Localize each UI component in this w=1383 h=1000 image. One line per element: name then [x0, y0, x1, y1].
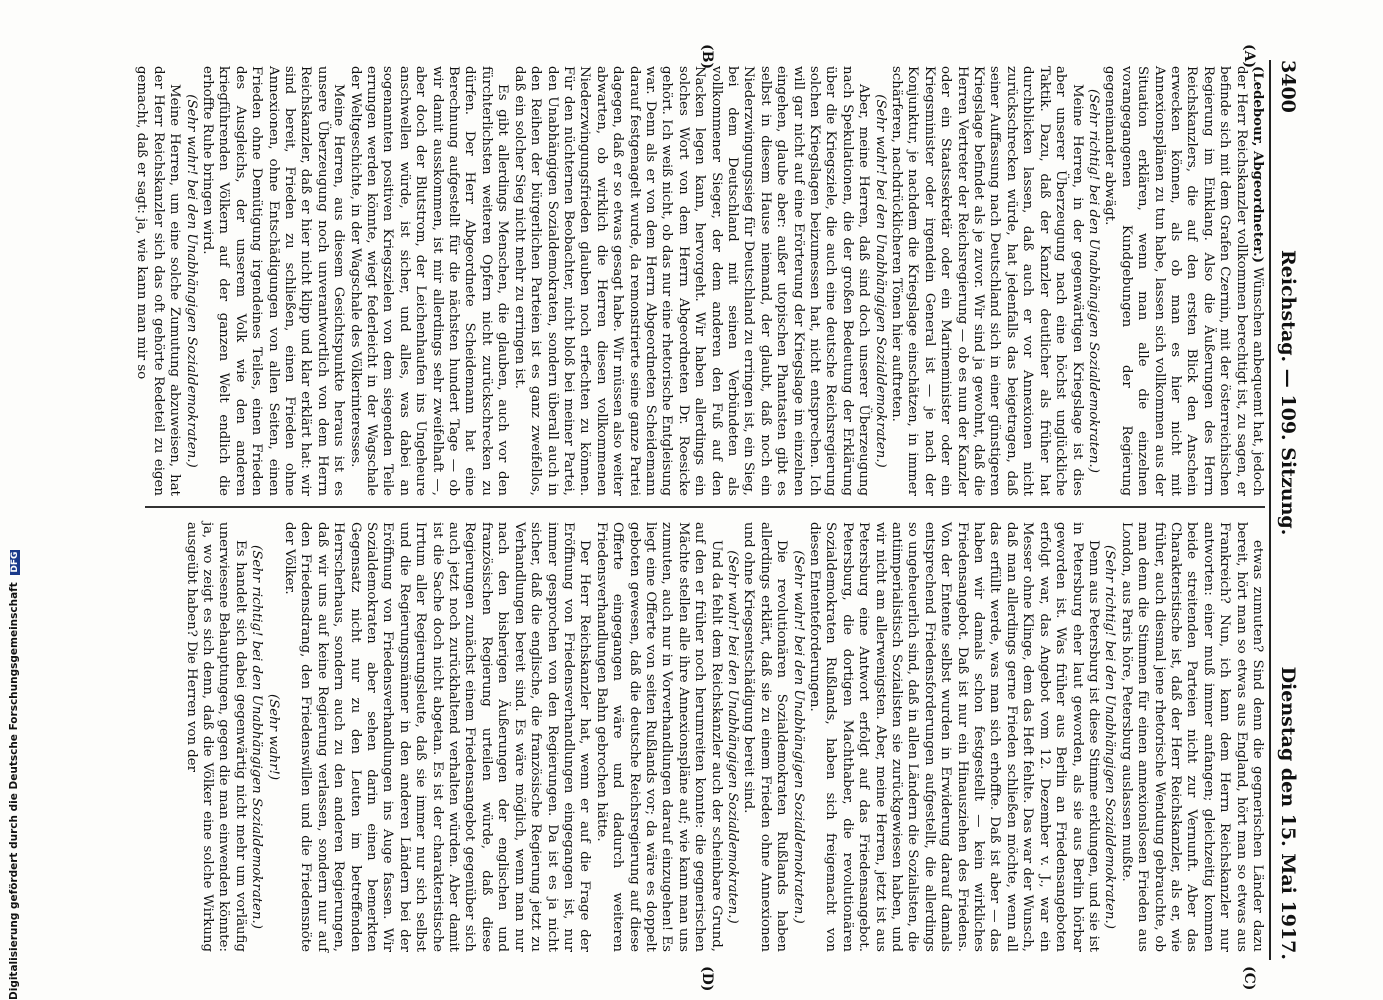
- left-column: [134, 66, 1265, 496]
- margin-marker-c: (C): [1241, 966, 1257, 991]
- page-header: [1271, 60, 1299, 960]
- paragraph: Es gibt allerdings Menschen, die glauben, auch vor den fürchterlichsten weiteren Opfern nicht zurückschrecken zu dürfen. Der Herr Abgeordnete Scheidemann hat eine Berechnung aufgestellt für die nächsten hundert Tage — ob wir damit ausskommen, ist mir allerdings sehr zweifelhaft —, aber doch der Blutstrom, der Leichenhaufen ins Ungeheure anschwellen würde, ist sicher, und alles, was dabei an sogenannten positiven Kriegszielen von dem siegenden Teile errungen werden könnte, wiegt federleicht in der Wagschale der Weltgeschichte, in der Wagschale des Völkerinteresses.: [347, 66, 511, 496]
- margin-marker-a: (A): [1241, 44, 1257, 69]
- interjection: (Sehr wahr!): [265, 693, 281, 781]
- page-number: 3400: [1277, 60, 1299, 113]
- paragraph: Aber, meine Herren, daß sind doch unserer Überzeugung nach Spekulationen, die der großen Bedeutung der Erklärung über die Kriegsziele, die auch eine deutsche Reichsregierung solchen Kriegslagen beizumessen hat, nicht entsprechen. Ich will gar nicht auf eine Erörterung der Kriegslage im einzelnen eingehen, glaube aber: außer utopischen Phantasten gibt es selbst in diesem Hause niemand, der glaubt, daß noch ein Niederzwingungssieg für Deutschland zu erringen ist, ein Sieg, bei dem Deutschland mit seinen Verbündeten als vollkommener Sieger, der dem anderen den Fuß auf den Nacken legen kann, hervorgeht. Wir haben allerdings ein solches Wort von dem Herrn Abgeordneten Dr. Roesicke gehört. Ich weiß nicht, ob das nur eine rhetorische Entgleisung war. Denn als er von dem Herrn Abgeordneten Scheidemann darauf festgenagelt wurde, da remonstrierte seine ganze Partei dagegen, daß er so etwas gesagt habe. Wir müssen also weiter abwarten, ob wirklich die Herren diesen vollkommenen Niederzwingungsfrieden glauben noch erfechten zu können. Für den nüchternen Beobachter, nicht bloß bei meiner Partei, den Unabhängigen Sozialdemokraten, sondern überall auch in den Reihen der bürgerlichen Parteien ist es ganz zweifellos, daß ein solcher Sieg nicht mehr zu erringen ist.: [511, 66, 872, 496]
- interjection: (Sehr richtig! bei den Unabhängigen Sozialdemokraten.): [249, 545, 265, 929]
- session-date: Dienstag den 15. Mai 1917.: [1277, 666, 1299, 960]
- digitization-text: Digitalisierung gefördert durch die Deutsche Forschungsgemeinschaft: [8, 582, 20, 1000]
- interjection: (Sehr wahr! bei den Unabhängigen Sozialdemokraten.): [725, 550, 740, 924]
- paragraph: Die revolutionären Sozialdemokraten Rußlands haben allerdings erklärt, daß sie zu einem Frieden ohne Annexionen und ohne Kriegsentschädigung bereit sind.: [741, 522, 790, 952]
- paragraph: Denn aus Petersburg ist diese Stimme erklungen, und sie ist in Petersburg eher laut geworden, als sie aus Berlin hörbar geworden ist. Was früher aus Berlin an Friedensangeboten erfolgt war, das Angebot vom 12. Dezember v. J., war ein Messer ohne Klinge, dem das Heft fehlte. Das war der Wunsch, daß man allerdings gerne Frieden schließen möchte, wenn all das erfüllt werde, was man sich erhoffte. Daß ist aber — das haben wir damals schon festgestellt — kein wirkliches Friedensangebot. Daß ist nur ein Hinausziehen des Friedens. Von der Entente selbst wurden in Erwiderung darauf damals entsprechend Friedensforderungen aufgestellt, die allerdings so ungeheuerlich sind, daß in allen Ländern die Sozialisten, die antiimperialistisch Sozialisten sie zurückgewiesen haben, und wir nicht am allerwenigsten. Aber, meine Herren, jetzt ist aus Petersburg eine Antwort erfolgt auf das Friedensangebot. Petersburg, die dortigen Machthaber, die revolutionären Sozialdemokraten Rußlands, haben sich freigemacht von diesen Ententeforderungen.: [807, 522, 1101, 952]
- speaker-name: (Ledebour, Abgeordneter.): [1250, 66, 1265, 264]
- paragraph: Meine Herren, in der gegenwärtigen Kriegslage ist dies aber unserer Überzeugung nach eine höchst unglückliche Taktik. Dazu, daß der Kanzler deutlicher als früher hat durchblicken lassen, daß auch er vor Annexionen nicht zurückschrecken würde, hat jedenfalls das beigetragen, daß seiner Auffassung nach Deutschland sich in einer günstigeren Kriegslage befindet als je zuvor. Wir sind ja gewohnt, daß die Herren Vertreter der Reichsregierung — ob es nun der Kanzler oder ein Staatssekretär oder ein Marineminister oder ein Kriegsminister oder irgendein General ist — je nach der Konjunktur, je nachdem die Kriegslage einschätzen, in immer schärferen, nachdrücklicheren Tönen hier auftreten.: [889, 66, 1085, 496]
- header-rule: [1269, 60, 1271, 960]
- paragraph: Und da fehlt dem Reichskanzler auch der scheinbare Grund, auf den er früher noch herumreiten konnte: die gegnerischen Mächte stellen alle ihre Annexionspläne auf; wie kann man uns zumuten, auch nur in Vorverhandlungen darauf einzugehen! Es liegt eine Offerte von seiten Rußlands vor; da wäre es doppelt geboten gewesen, daß die deutsche Reichsregierung auf diese Offerte eingegangen wäre und dadurch weiteren Friedensverhandlungen Bahn gebrochen hätte.: [593, 522, 724, 952]
- interjection: (Sehr wahr! bei den Unabhängigen Sozialdemokraten.): [183, 94, 199, 468]
- margin-marker-b: (B): [699, 44, 715, 70]
- digitization-credit: [8, 0, 24, 1000]
- right-column: [145, 522, 1265, 952]
- margin-marker-d: (D): [699, 966, 715, 992]
- interjection: (Sehr wahr! bei den Unabhängigen Sozialdemokraten.): [790, 550, 806, 924]
- paragraph: Meine Herren, aus diesem Gesichtspunkte heraus ist es unsere Überzeugung noch unverantwortlich von dem Herrn Reichskanzler, daß er hier nicht klipp und klar erklärt hat: wir sind bereit, Frieden zu schließen, einen Frieden ohne Annexionen, ohne Entschädigungen von allen Seiten, einen Frieden ohne Demütigung irgendeines Teiles, einen Frieden des Ausgleichs, der unserem Volk wie den anderen kriegführenden Völkern auf der ganzen Welt endlich die erhoffte Ruhe bringen wird.: [200, 66, 347, 496]
- session-title: Reichstag. — 109. Sitzung.: [1277, 250, 1299, 536]
- paragraph: Es handelt sich dabei gegenwärtig nicht mehr um vorläufig unerwiesene Behauptungen, gegen die man einwenden könnte: ja, wo zeigt es sich denn, daß die Völker eine solche Wirkung ausgeübt haben? Die Herren von der: [183, 522, 248, 952]
- paragraph: [1101, 66, 1265, 496]
- interjection: (Sehr richtig! bei den Unabhängigen Sozialdemokraten.): [1102, 545, 1118, 929]
- interjection: (Sehr richtig! bei den Unabhängigen Sozialdemokraten.): [1085, 89, 1101, 473]
- paragraph-text: Wünschen anbequemt hat, jedoch der Herr Reichskanzler vollkommen berechtigt ist, zu sagen, er befinde sich mit dem Grafen Czernin, mit der österreichischen Regierung im Einklang. Also die Äußerungen des Herrn Reichskanzlers, die auf den ersten Blick den Anschein erwecken können, als ob man es hier nicht mit Annexionsplänen zu tun habe, lassen sich vollkommen aus der Situation erklären, wenn man alle die einzelnen vorangegangenen Kundgebungen der Regierung gegeneinander abwägt.: [1102, 66, 1265, 496]
- interjection: (Sehr wahr! bei den Unabhängigen Sozialdemokraten.): [872, 94, 888, 468]
- paragraph: Meine Herren, um eine solche Zumutung abzuweisen, hat der Herr Reichskanzler sich das oft gehörte Redeteil zu eigen gemacht, daß er sagt: ja, wie kann man mir so: [134, 66, 183, 496]
- paragraph: Der Herr Reichskanzler hat, wenn er auf die Frage der Eröffnung von Friedensverhandlungen eingegangen ist, nur immer gesprochen von den Regierungen. Da ist es ja nicht sicher, daß die englische, die französische Regierung jetzt zu Verhandlungen bereit sind. Es wäre möglich, wenn man nur nach den bisherigen Äußerungen der englischen und französischen Regierung urteilen würde, daß diese Regierungen zunächst einem Friedensangebot gegenüber sich auch jetzt noch zurückhaltend verhalten würden. Aber damit ist die Sache doch nicht abgetan. Es ist der charakteristische Irrtum aller Regierungsleute, daß sie immer nur sich selbst und die Regierungsmänner in den anderen Ländern bei der Eröffnung von Friedensverhandlungen ins Auge fassen. Wir Sozialdemokraten aber sehen darin einen bemerkten Gegensatz nicht nur zu den Leuten im betreffenden Herrscherhaus, sondern auch zu den anderen Regierungen, daß wir uns auf keine Regierung verlassen, sondern nur auf den Friedensdrang, den Friedenswillen und die Friedensnöte der Völker.: [282, 522, 593, 952]
- paragraph: etwas zumuten? Sind denn die gegnerischen Länder dazu bereit, hört man so etwas aus England, hört man so etwas aus Frankreich? Nun, ich kann dem Herrn Reichskanzler nur antworten: einer muß immer anfangen; gleichzeitig kommen beide streitenden Parteien nicht zur Vernunft. Aber das Charakteristische ist, daß der Herr Reichskanzler, als er, wie früher, auch diesmal jene rhetorische Wendung gebrauchte, ob man denn die Stimmen für einen annexionslosen Frieden aus London, aus Paris höre, Petersburg auslassen mußte.: [1118, 522, 1265, 952]
- dfg-logo: DFG: [10, 551, 20, 573]
- column-divider: [145, 506, 1265, 508]
